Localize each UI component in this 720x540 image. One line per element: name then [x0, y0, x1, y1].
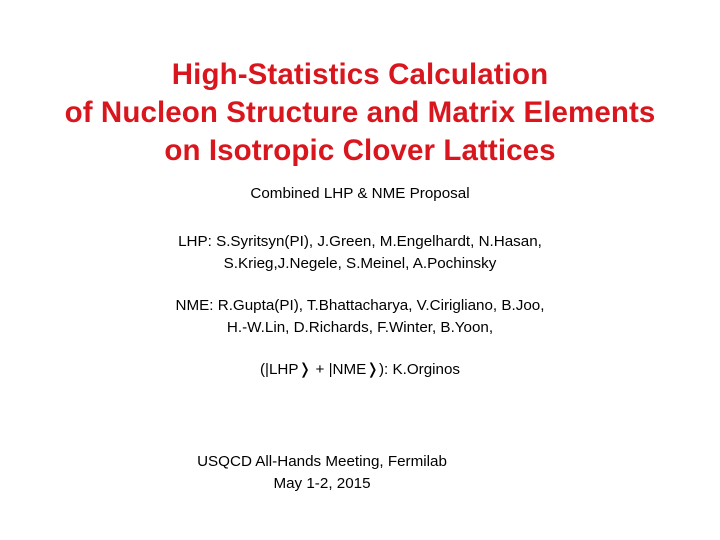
- lhp-authors: [0, 231, 720, 275]
- nme-authors-line-1: NME: R.Gupta(PI), T.Bhattacharya, V.Cirigliano, B.Joo,: [175, 297, 545, 314]
- combined-author-text: (|LHP❭ + |NME❭): K.Orginos: [259, 361, 461, 378]
- title-line-1: High-Statistics Calculation: [171, 58, 549, 91]
- meeting-info: [0, 451, 644, 495]
- lhp-authors-line-2: S.Krieg,J.Negele, S.Meinel, A.Pochinsky: [223, 255, 497, 272]
- proposal-text: Combined LHP & NME Proposal: [250, 185, 470, 202]
- slide-title: [0, 56, 720, 170]
- title-line-2: of Nucleon Structure and Matrix Elements: [64, 96, 656, 129]
- combined-author: [0, 359, 720, 381]
- proposal-subtitle: [0, 183, 720, 205]
- nme-authors: [0, 295, 720, 339]
- meeting-name: USQCD All-Hands Meeting, Fermilab: [197, 453, 447, 470]
- meeting-date: May 1-2, 2015: [273, 475, 371, 492]
- lhp-authors-line-1: LHP: S.Syritsyn(PI), J.Green, M.Engelhardt, N.Hasan,: [178, 233, 542, 250]
- title-line-3: on Isotropic Clover Lattices: [164, 134, 556, 167]
- nme-authors-line-2: H.-W.Lin, D.Richards, F.Winter, B.Yoon,: [226, 319, 494, 336]
